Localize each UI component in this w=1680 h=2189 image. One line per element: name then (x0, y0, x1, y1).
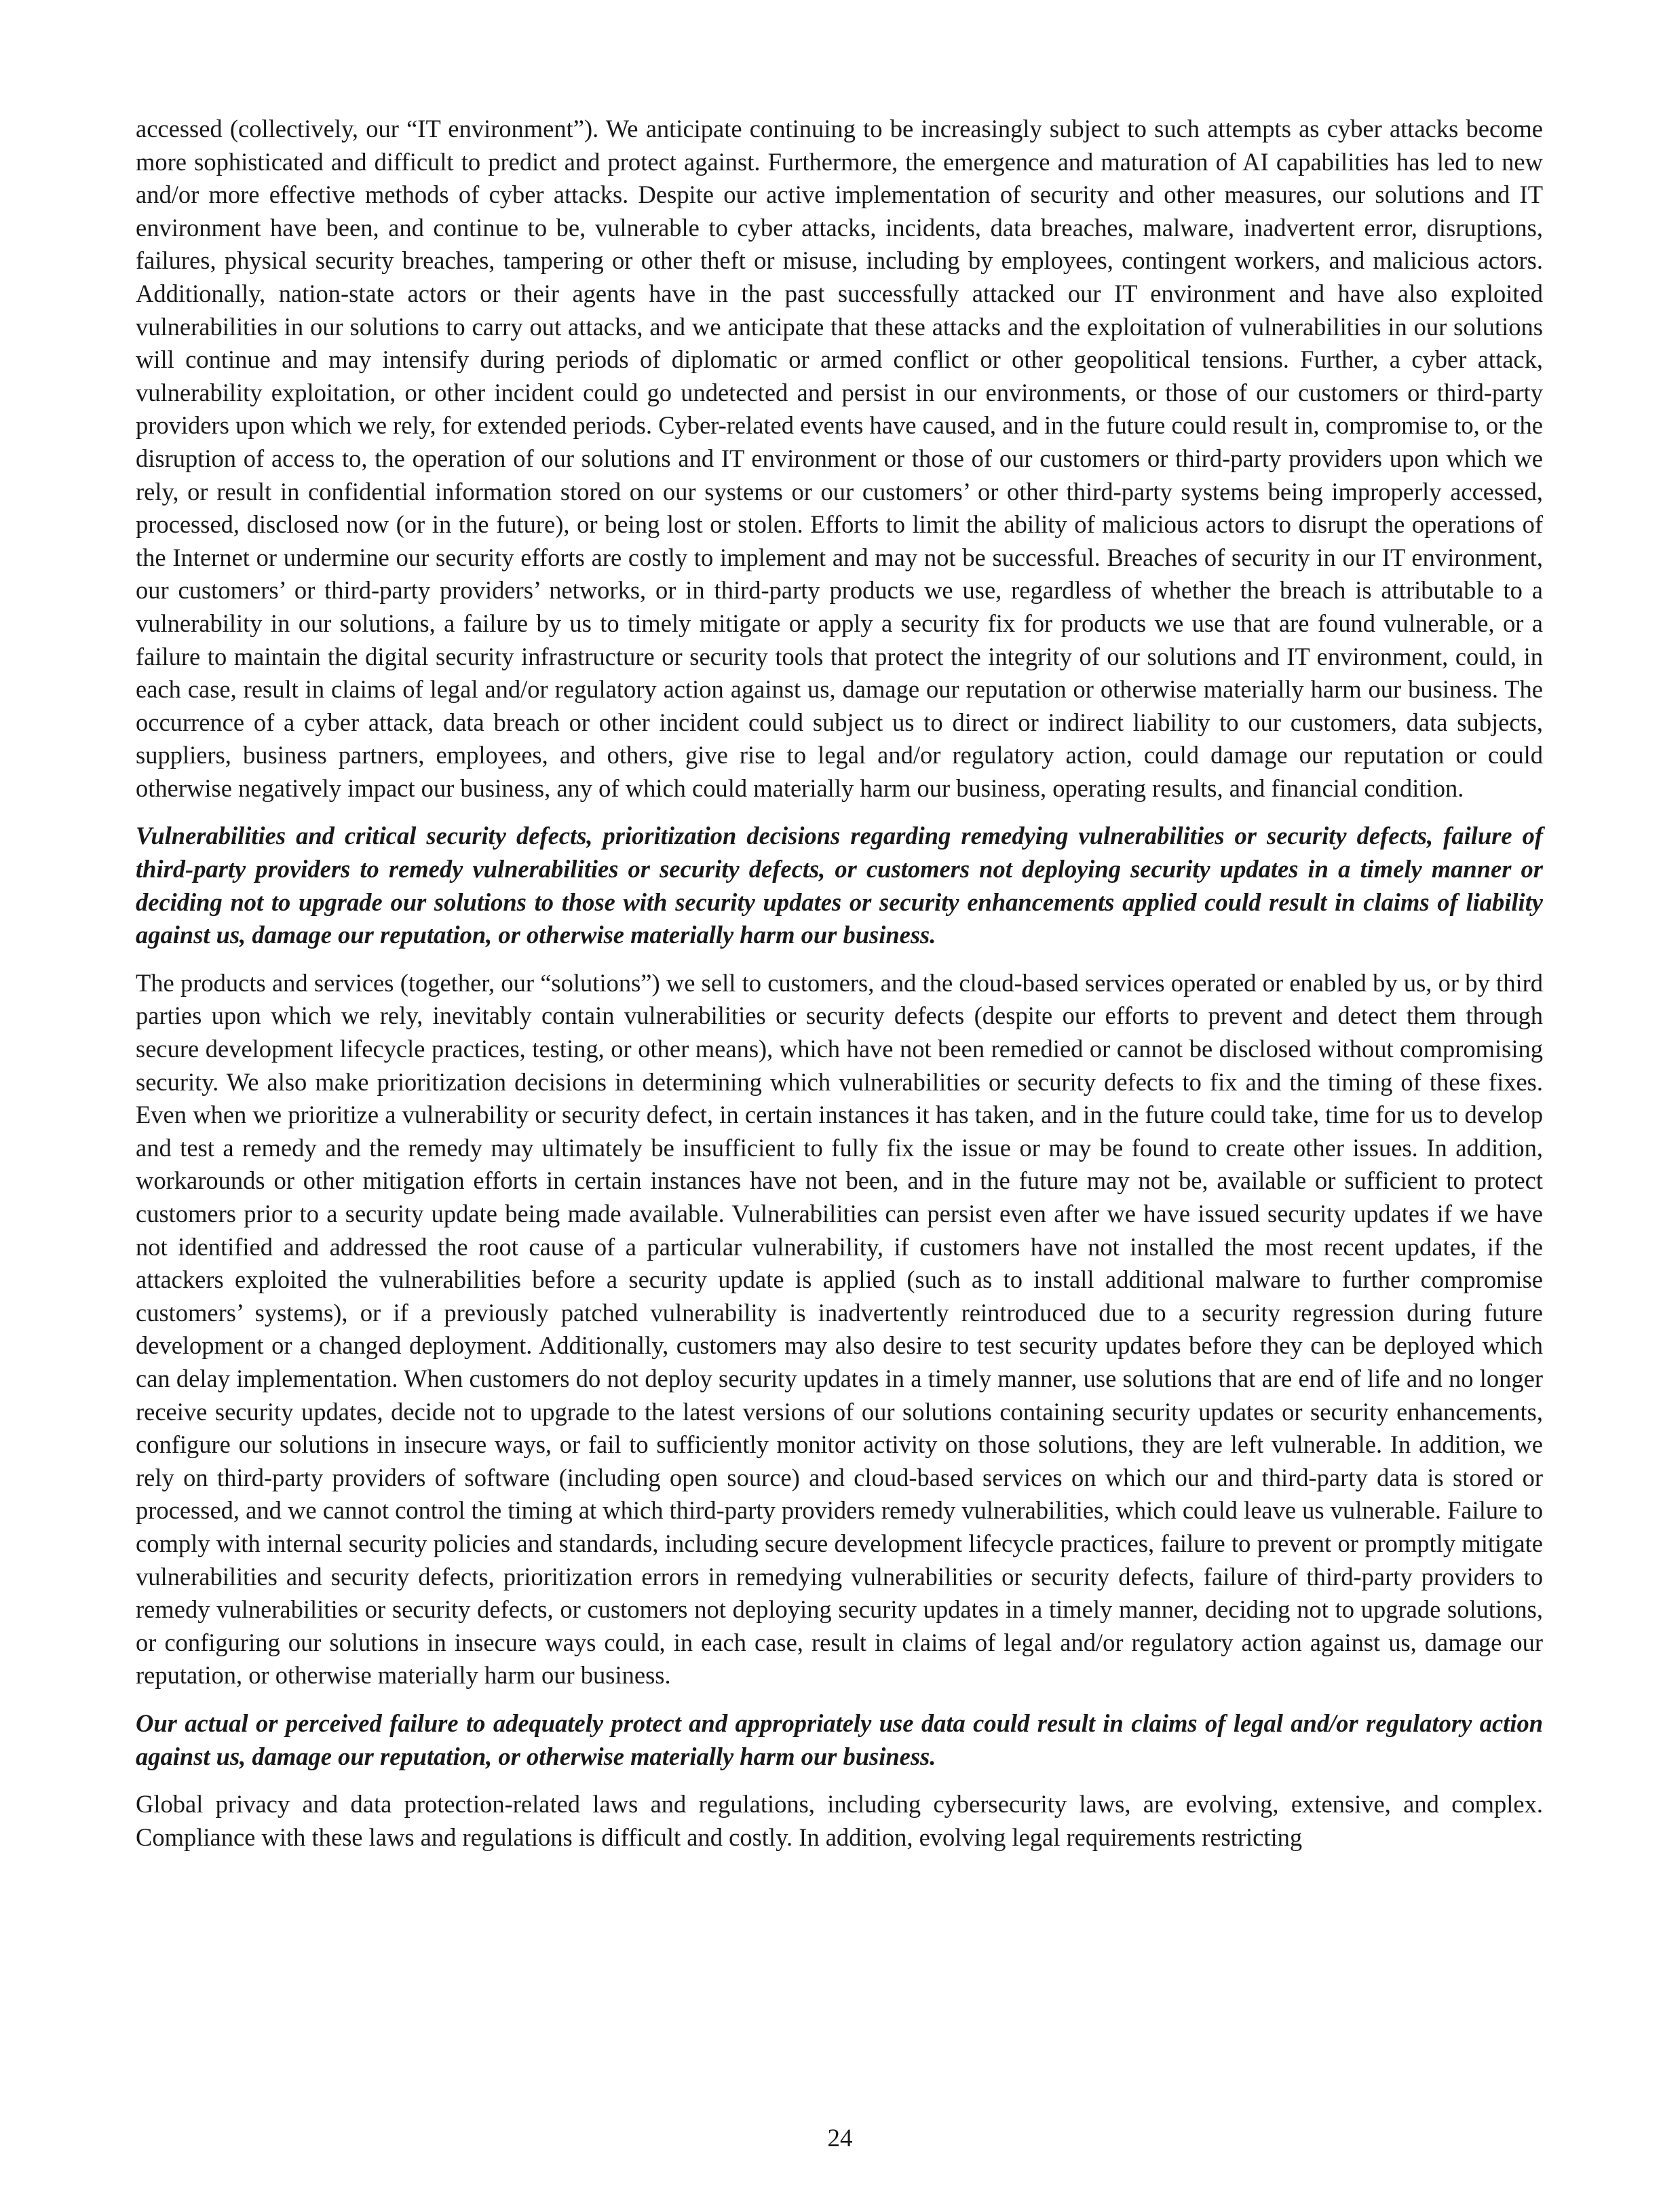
body-paragraph-vulnerabilities: The products and services (together, our “solutions”) we sell to customers, and the cloud-based services operated or enabled by us, or by third parties upon which we rely, inevitably contain vulnerabilities or security defects (despite our efforts to prevent and detect them through secure development lifecycle practices, testing, or other means), which have not been remedied or cannot be disclosed without compromising security. We also make prioritization decisions in determining which vulnerabilities or security defects to fix and the timing of these fixes. Even when we prioritize a vulnerability or security defect, in certain instances it has taken, and in the future could take, time for us to develop and test a remedy and the remedy may ultimately be insufficient to fully fix the issue or may be found to create other issues. In addition, workarounds or other mitigation efforts in certain instances have not been, and in the future may not be, available or sufficient to protect customers prior to a security update being made available. Vulnerabilities can persist even after we have issued security updates if we have not identified and addressed the root cause of a particular vulnerability, if customers have not installed the most recent updates, if the attackers exploited the vulnerabilities before a security update is applied (such as to install additional malware to further compromise customers’ systems), or if a previously patched vulnerability is inadvertently reintroduced due to a security regression during future development or a changed deployment. Additionally, customers may also desire to test security updates before they can be deployed which can delay implementation. When customers do not deploy security updates in a timely manner, use solutions that are end of life and no longer receive security updates, decide not to upgrade to the latest versions of our solutions containing security updates or security enhancements, configure our solutions in insecure ways, or fail to sufficiently monitor activity on those solutions, they are left vulnerable. In addition, we rely on third-party providers of software (including open source) and cloud-based services on which our and third-party data is stored or processed, and we cannot control the timing at which third-party providers remedy vulnerabilities, which could leave us vulnerable. Failure to comply with internal security policies and standards, including secure development lifecycle practices, failure to prevent or promptly mitigate vulnerabilities and security defects, prioritization errors in remedying vulnerabilities or security defects, failure of third-party providers to remedy vulnerabilities or security defects, or customers not deploying security updates in a timely manner, deciding not to upgrade solutions, or configuring our solutions in insecure ways could, in each case, result in claims of legal and/or regulatory action against us, damage our reputation, or otherwise materially harm our business. (136, 968, 1543, 1690)
body-paragraph-cyber-attacks: accessed (collectively, our “IT environment”). We anticipate continuing to be increasingly subject to such attempts as cyber attacks become more sophisticated and difficult to predict and protect against. Furthermore, the emergence and maturation of AI capabilities has led to new and/or more effective methods of cyber attacks. Despite our active implementation of security and other measures, our solutions and IT environment have been, and continue to be, vulnerable to cyber attacks, incidents, data breaches, malware, inadvertent error, disruptions, failures, physical security breaches, tampering or other theft or misuse, including by employees, contingent workers, and malicious actors. Additionally, nation-state actors or their agents have in the past successfully attacked our IT environment and have also exploited vulnerabilities in our solutions to carry out attacks, and we anticipate that these attacks and the exploitation of vulnerabilities in our solutions will continue and may intensify during periods of diplomatic or armed conflict or other geopolitical tensions. Further, a cyber attack, vulnerability exploitation, or other incident could go undetected and persist in our environments, or those of our customers or third-party providers upon which we rely, for extended periods. Cyber-related events have caused, and in the future could result in, compromise to, or the disruption of access to, the operation of our solutions and IT environment or those of our customers or third-party providers upon which we rely, or result in confidential information stored on our systems or our customers’ or other third-party systems being improperly accessed, processed, disclosed now (or in the future), or being lost or stolen. Efforts to limit the ability of malicious actors to disrupt the operations of the Internet or undermine our security efforts are costly to implement and may not be successful. Breaches of security in our IT environment, our customers’ or third-party providers’ networks, or in third-party products we use, regardless of whether the breach is attributable to a vulnerability in our solutions, a failure by us to timely mitigate or apply a security fix for products we use that are found vulnerable, or a failure to maintain the digital security infrastructure or security tools that protect the integrity of our solutions and IT environment, could, in each case, result in claims of legal and/or regulatory action against us, damage our reputation or otherwise materially harm our business. The occurrence of a cyber attack, data breach or other incident could subject us to direct or indirect liability to our customers, data subjects, suppliers, business partners, employees, and others, give rise to legal and/or regulatory action, could damage our reputation or could otherwise negatively impact our business, any of which could materially harm our business, operating results, and financial condition. (136, 115, 1543, 802)
section-heading-data-protection: Our actual or perceived failure to adequately protect and appropriately use data could result in claims of legal and/or regulatory action against us, damage our reputation, or otherwise materially harm our business. (136, 1709, 1543, 1770)
body-paragraph-privacy-laws: Global privacy and data protection-related laws and regulations, including cybersecurity laws, are evolving, extensive, and complex. Compliance with these laws and regulations is difficult and costly. In addition, evolving legal requirements restricting (136, 1790, 1543, 1851)
page-number: 24 (827, 2125, 853, 2152)
section-heading-vulnerabilities: Vulnerabilities and critical security defects, prioritization decisions regarding remedying vulnerabilities or security defects, failure of third-party providers to remedy vulnerabilities or security defects, or customers not deploying security updates in a timely manner or deciding not to upgrade our solutions to those with security updates or security enhancements applied could result in claims of liability against us, damage our reputation, or otherwise materially harm our business. (136, 822, 1543, 949)
document-body (136, 113, 1543, 1854)
